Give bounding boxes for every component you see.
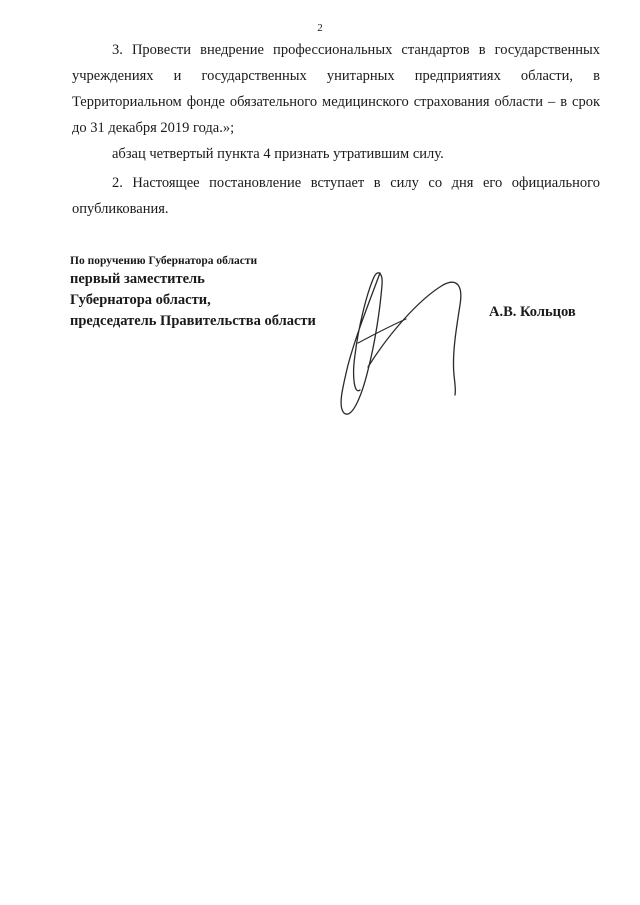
paragraph-item-2-effective: 2. Настоящее постановление вступает в силу со дня его официального опубликования. [72, 175, 600, 217]
signature-block [70, 253, 316, 332]
position-line: председатель Правительства области [70, 313, 316, 329]
signer-name: А.В. Кольцов [489, 304, 576, 320]
position-line: первый заместитель [70, 271, 205, 287]
page-number: 2 [317, 22, 323, 34]
position-line: Губернатора области, [70, 292, 211, 308]
paragraph-abzac: абзац четвертый пункта 4 признать утратившим силу. [112, 146, 444, 162]
paragraph-item-3: 3. Провести внедрение профессиональных стандартов в государственных учреждениях и государственных унитарных предприятиях области, в Территориальном фонде обязательного медицинского страхования области – в срок до 31 декабря 2019 года.»; [72, 42, 600, 136]
handwritten-signature [318, 255, 478, 430]
on-behalf-line: По поручению Губернатора области [70, 255, 258, 267]
